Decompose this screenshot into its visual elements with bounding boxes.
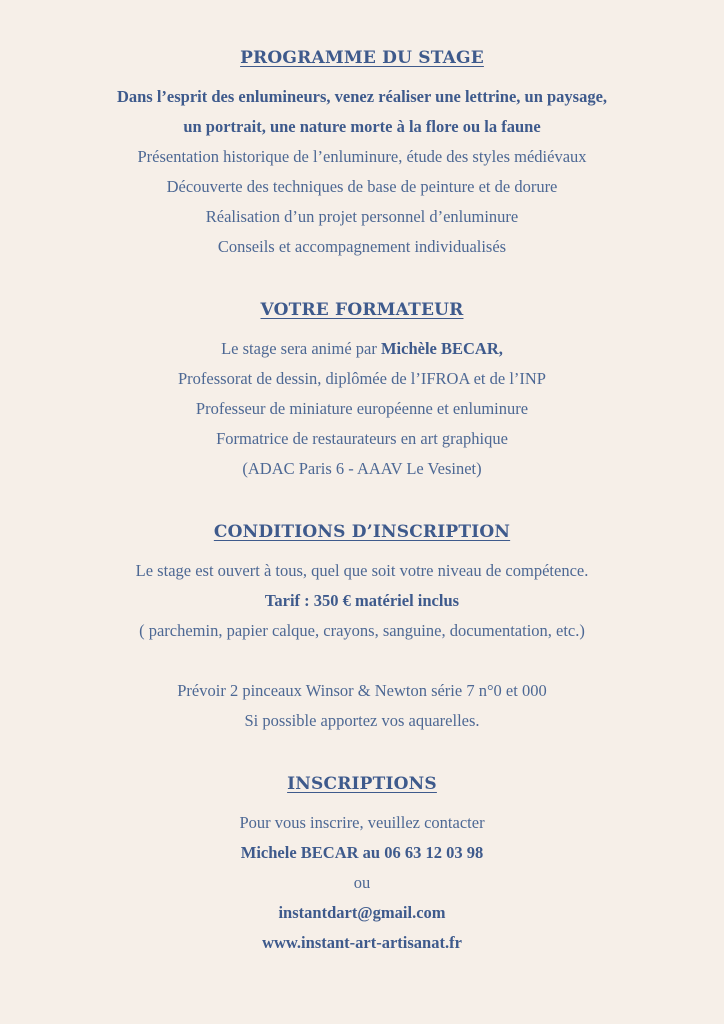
conditions-tarif: Tarif : 350 € matériel inclus: [264, 591, 460, 610]
formateur-credential: (ADAC Paris 6 - AAAV Le Vesinet): [242, 459, 482, 478]
formateur-credential: Formatrice de restaurateurs en art graphique: [216, 429, 508, 448]
conditions-brushes: Prévoir 2 pinceaux Winsor & Newton série 7 n°0 et 000: [177, 681, 547, 700]
formateur-credential: Professeur de miniature européenne et enluminure: [195, 399, 529, 418]
formateur-name: Michèle BECAR,: [380, 339, 503, 358]
inscriptions-contact-text: Pour vous inscrire, veuillez contacter: [239, 813, 485, 832]
conditions-heading: CONDITIONS D’INSCRIPTION: [213, 522, 511, 542]
inscriptions-or: ou: [353, 873, 371, 892]
programme-item: Conseils et accompagnement individualisés: [217, 237, 507, 256]
formateur-heading: VOTRE FORMATEUR: [260, 300, 464, 320]
inscriptions-contact-phone: Michele BECAR au 06 63 12 03 98: [240, 843, 484, 862]
programme-item: Présentation historique de l’enluminure, étude des styles médiévaux: [137, 147, 587, 166]
conditions-materials: ( parchemin, papier calque, crayons, sanguine, documentation, etc.): [139, 621, 585, 640]
formateur-credential: Professorat de dessin, diplômée de l’IFROA et de l’INP: [178, 369, 546, 388]
programme-intro-line-2: un portrait, une nature morte à la flore ou la faune: [183, 117, 541, 136]
inscriptions-email-link[interactable]: instantdart@gmail.com: [278, 903, 446, 922]
programme-section: [0, 46, 724, 262]
conditions-section: [0, 520, 724, 736]
inscriptions-website-link[interactable]: www.instant-art-artisanat.fr: [262, 933, 462, 952]
conditions-open-text: Le stage est ouvert à tous, quel que soit votre niveau de compétence.: [135, 561, 589, 580]
conditions-watercolors: Si possible apportez vos aquarelles.: [244, 711, 480, 730]
conditions-spacer: [0, 646, 724, 676]
formateur-section: [0, 298, 724, 484]
programme-item: Découverte des techniques de base de peinture et de dorure: [166, 177, 558, 196]
programme-item: Réalisation d’un projet personnel d’enluminure: [205, 207, 519, 226]
inscriptions-section: [0, 772, 724, 958]
formateur-intro-prefix: Le stage sera animé par: [221, 339, 381, 358]
inscriptions-heading: INSCRIPTIONS: [287, 774, 437, 794]
programme-heading: PROGRAMME DU STAGE: [240, 48, 484, 68]
programme-intro-line-1: Dans l’esprit des enlumineurs, venez réaliser une lettrine, un paysage,: [116, 87, 608, 106]
formateur-intro: [0, 334, 724, 364]
